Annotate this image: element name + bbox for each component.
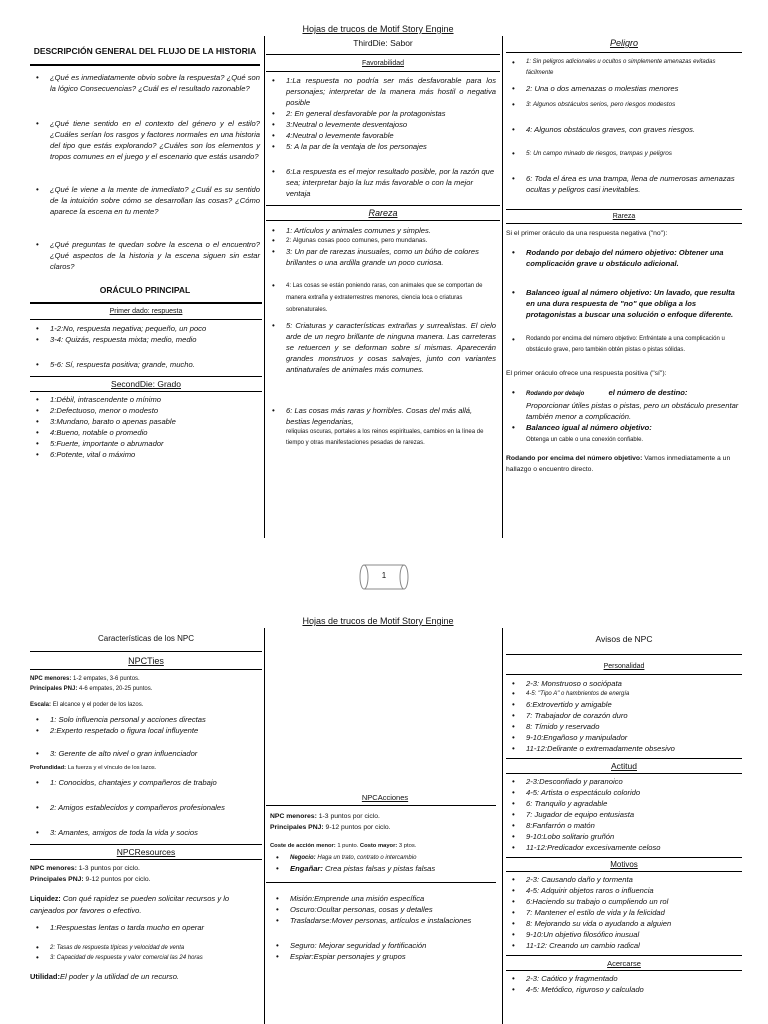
list-item: • Oscuro:Ocultar personas, cosas y detalles bbox=[270, 904, 500, 915]
list-item: • 1: Conocidos, chantajes y compañeros de trabajo bbox=[30, 777, 262, 788]
npc-resources-title: NPCResources bbox=[116, 847, 176, 857]
negative-intro: Si el primer oráculo da una respuesta negativa ("no"): bbox=[506, 230, 668, 237]
rarity6-extra: reliquias oscuras, portales a los reinos espirituales, cambios en la línea de tiempo y otras manifestaciones pesadas de rarezas. bbox=[286, 429, 484, 446]
divider bbox=[506, 857, 742, 858]
list-item: • Misión:Emprende una misión específica bbox=[270, 893, 500, 904]
scale-desc: Escala: El alcance y el poder de los lazos. bbox=[30, 702, 144, 708]
list-item: • 2: Una o dos amenazas o molestias menores bbox=[506, 83, 742, 94]
divider bbox=[506, 654, 742, 655]
npc-traits-title: Características de los NPC bbox=[97, 634, 195, 643]
page2-col3 bbox=[506, 634, 742, 995]
first-die-title: Primer dado: respuesta bbox=[109, 308, 183, 315]
divider bbox=[506, 970, 742, 971]
list-item: • 3: Algunos obstáculos serios, pero riesgos modestos bbox=[506, 100, 742, 110]
list-item: • 2:Defectuoso, menor o modesto bbox=[30, 405, 262, 416]
list-item: • 2-3: Causando daño y tormenta bbox=[506, 874, 742, 885]
list-item: • Seguro: Mejorar seguridad y fortificación bbox=[270, 940, 500, 951]
divider bbox=[30, 391, 262, 392]
divider bbox=[506, 758, 742, 759]
list-item: • 4: Las cosas se están poniendo raras, con animales que se comportan de manera extraña y extraterrestres menores, ciencia loca o criaturas sobrenaturales. bbox=[266, 280, 496, 316]
list-item bbox=[506, 387, 742, 422]
third-die-title: ThirdDie: Sabor bbox=[353, 38, 413, 48]
list-item: • Rodando por encima del número objetivo: Enfréntate a una complicación u obstáculo grave, pero también obtén pistas o pistas sólidas. bbox=[506, 334, 742, 356]
danger-title: Peligro bbox=[609, 38, 638, 48]
list-item: • 8:Fanfarrón o matón bbox=[506, 820, 742, 831]
list-item: • 6: Toda el área es una trampa, llena de numerosas amenazas ocultas y peligros casi inevitables. bbox=[506, 173, 742, 195]
list-item: • 2: En general desfavorable por la protagonistas bbox=[266, 108, 496, 119]
list-item: • 8: Tímido y reservado bbox=[506, 721, 742, 732]
list-item: • 9-10:Engañoso y manipulador bbox=[506, 732, 742, 743]
list-item: • 5: A la par de la ventaja de los personajes bbox=[266, 141, 496, 152]
column-divider bbox=[502, 628, 503, 1024]
list-item: • 1-2:No, respuesta negativa; pequeño, un poco bbox=[30, 323, 262, 334]
story-flow-title: DESCRIPCIÓN GENERAL DEL FLUJO DE LA HISTORIA bbox=[33, 46, 257, 56]
column-divider bbox=[264, 36, 265, 538]
act-major: Principales PNJ: 9-12 puntos por ciclo. bbox=[270, 824, 391, 831]
pos2-label: Balanceo igual al número objetivo: bbox=[526, 423, 652, 432]
list-item: • 2:Experto respetado o figura local influyente bbox=[30, 725, 262, 736]
divider bbox=[266, 71, 500, 72]
pos3 bbox=[506, 453, 742, 475]
list-item: • 2-3: Monstruoso o sociópata bbox=[506, 678, 742, 689]
divider bbox=[266, 220, 500, 221]
list-item: • 6:Extrovertido y amigable bbox=[506, 699, 742, 710]
list-item: • 5: Criaturas y características extrañas y surrealistas. El cielo arde de un negro brillante de ninguna manera. Las carreteras se retuercen y se deforman sobre sí mismas. Aparecerán grandes monstruos y cosas salvajes, junto con variantes antinaturales de animales más comunes. bbox=[266, 320, 496, 375]
list-item: • 4-5: Artista o espectáculo colorido bbox=[506, 787, 742, 798]
divider bbox=[266, 805, 496, 806]
page2-col2 bbox=[270, 793, 500, 962]
list-item: • Balanceo igual al número objetivo: Un lavado, que resulta en una dura respuesta de "no" que obliga a los protagonistas a buscar una solución o enfoque diferente. bbox=[506, 287, 742, 320]
list-item: • Engañar: Crea pistas falsas y pistas falsas bbox=[270, 863, 500, 874]
res-major: Principales PNJ: 9-12 puntos por ciclo. bbox=[30, 876, 151, 883]
npc-actions-title: NPCAcciones bbox=[361, 793, 409, 802]
list-item: • 1:La respuesta no podría ser más desfavorable para los personajes; interpretar de la manera más hostil o negativa posible bbox=[266, 75, 496, 108]
approach-title: Acercarse bbox=[607, 959, 641, 968]
depth-desc: Profundidad: La fuerza y el vínculo de los lazos. bbox=[30, 765, 157, 771]
divider bbox=[30, 302, 262, 304]
page-number: 1 bbox=[381, 571, 387, 580]
list-item: • 2: Tasas de respuesta típicas y velocidad de venta bbox=[30, 943, 262, 953]
page1-col1 bbox=[30, 46, 260, 272]
pos2-text: Obtenga un cable o una conexión confiable. bbox=[526, 437, 644, 443]
list-item: • 1: Sin peligros adicionales u ocultos o simplemente amenazas evitadas fácilmente bbox=[506, 57, 742, 79]
divider bbox=[506, 52, 742, 53]
motives-title: Motivos bbox=[610, 860, 638, 869]
list-item: • 9-10:Un objetivo filosófico inusual bbox=[506, 929, 742, 940]
positive-intro: El primer oráculo ofrece una respuesta positiva ("sí"): bbox=[506, 370, 667, 377]
list-item: • 7: Mantener el estilo de vida y la felicidad bbox=[506, 907, 742, 918]
personality-title: Personalidad bbox=[603, 663, 645, 670]
list-item: • 4:Neutral o levemente favorable bbox=[266, 130, 496, 141]
list-item: • 5-6: Sí, respuesta positiva; grande, mucho. bbox=[30, 359, 262, 370]
divider bbox=[30, 669, 262, 670]
list-item: • 2-3: Caótico y fragmentado bbox=[506, 973, 742, 984]
list-item: • 1:Débil, intrascendente o mínimo bbox=[30, 394, 262, 405]
liquidity-desc: Liquidez: Con qué rapidez se pueden solicitar recursos y lo canjeados por favores o efectivo. bbox=[30, 894, 230, 915]
rarity-title: Rareza bbox=[368, 208, 398, 218]
divider bbox=[506, 223, 742, 224]
divider bbox=[30, 376, 262, 377]
list-item: • ¿Qué es inmediatamente obvio sobre la respuesta? ¿Qué son la lógico Consecuencias? ¿Cuál es el resultado razonable? bbox=[30, 72, 260, 94]
res-minor: NPC menores: 1-3 puntos por ciclo. bbox=[30, 865, 140, 872]
list-item: • 5:Fuerte, importante o abrumador bbox=[30, 438, 262, 449]
list-item: • Negocio: Haga un trato, contrato o intercambio bbox=[270, 853, 500, 863]
divider bbox=[506, 955, 742, 956]
act-minor: NPC menores: 1-3 puntos por ciclo. bbox=[270, 813, 380, 820]
list-item: • 4-5: Adquirir objetos raros o influencia bbox=[506, 885, 742, 896]
list-item: • 6: Tranquilo y agradable bbox=[506, 798, 742, 809]
list-item: • 7: Trabajador de corazón duro bbox=[506, 710, 742, 721]
list-item: • 4-5: "Tipo A" o hambrientos de energía bbox=[506, 689, 742, 699]
list-item: • ¿Qué preguntas te quedan sobre la escena o el encuentro? ¿Qué aspectos de la historia y la escena siguen sin estar claros? bbox=[30, 239, 260, 272]
divider bbox=[266, 882, 496, 883]
utility-desc: Utilidad:El poder y la utilidad de un recurso. bbox=[30, 972, 180, 981]
list-item: • 6: Las cosas más raras y horribles. Cosas del más allá, bestias legendarias, bbox=[266, 405, 496, 427]
npc-prompts-title: Avisos de NPC bbox=[595, 634, 653, 644]
story-questions bbox=[30, 72, 260, 272]
list-item: • 8: Mejorando su vida o ayudando a alguien bbox=[506, 918, 742, 929]
list-item: • 3:Mundano, barato o apenas pasable bbox=[30, 416, 262, 427]
pos3-text: Vamos inmediatamente a un hallazgo o encuentro directo. bbox=[506, 455, 731, 473]
page2-header: Hojas de trucos de Motif Story Engine bbox=[302, 616, 454, 626]
page1-col2 bbox=[266, 38, 500, 449]
list-item: • 2-3:Desconfiado y paranoico bbox=[506, 776, 742, 787]
rarity-title-2: Rareza bbox=[612, 213, 636, 220]
list-item: • Espiar:Espiar personajes y grupos bbox=[270, 951, 500, 962]
list-item: • 4-5: Metódico, riguroso y calculado bbox=[506, 984, 742, 995]
list-item: • Rodando por debajo del número objetivo: Obtener una complicación grave u obstáculo adicional. bbox=[506, 247, 742, 269]
divider bbox=[266, 205, 500, 206]
list-item: • 2: Amigos establecidos y compañeros profesionales bbox=[30, 802, 262, 813]
list-item: • 3: Un par de rarezas inusuales, como un búho de colores brillantes o una ardilla grande un poco curiosa. bbox=[266, 246, 496, 268]
list-item: • Trasladarse:Mover personas, artículos e instalaciones bbox=[270, 915, 500, 926]
page1-header: Hojas de trucos de Motif Story Engine bbox=[302, 24, 454, 34]
divider bbox=[30, 859, 262, 860]
list-item: • 7: Jugador de equipo entusiasta bbox=[506, 809, 742, 820]
list-item: • 6:La respuesta es el mejor resultado posible, por la razón que sea; interpretar bajo la luz más favorable o con la mejor ventaja bbox=[266, 166, 496, 199]
list-item: • 4:Bueno, notable o promedio bbox=[30, 427, 262, 438]
pos3-label: Rodando por encima del número objetivo: bbox=[506, 455, 643, 462]
divider bbox=[506, 674, 742, 675]
list-item: • 11-12:Delirante o extremadamente obsesivo bbox=[506, 743, 742, 754]
list-item: • 2: Algunas cosas poco comunes, pero mundanas. bbox=[266, 236, 496, 246]
divider bbox=[30, 319, 262, 320]
page1-col3 bbox=[506, 38, 742, 475]
divider bbox=[266, 54, 500, 55]
list-item: • 3: Amantes, amigos de toda la vida y socios bbox=[30, 827, 262, 838]
page2-col1 bbox=[30, 634, 262, 982]
divider bbox=[506, 871, 742, 872]
action-costs: Coste de acción menor: 1 punto. Costo mayor: 3 ptos. bbox=[270, 843, 417, 849]
list-item: • 3:Neutral o levemente desventajoso bbox=[266, 119, 496, 130]
pos1-a: Rodando por debajo bbox=[526, 391, 585, 397]
pos1-c: Proporcionar útiles pistas o pistas, pero un obstáculo presentar también menor a complicación. bbox=[526, 401, 739, 421]
npc-ties-title: NPCTies bbox=[128, 656, 164, 666]
list-item: • 1: Artículos y animales comunes y simples. bbox=[266, 225, 496, 236]
list-item: • ¿Qué tiene sentido en el contexto del género y el estilo? ¿Cuáles serían los rasgos y factores normales en una historia del tipo que estás explorando? ¿Cuáles son los elementos y tropos comunes en el juego y el escenario que estás usando? bbox=[30, 118, 260, 162]
pos1-b: el número de destino: bbox=[608, 388, 688, 397]
ties-major: Principales PNJ: 4-6 empates, 20-25 puntos. bbox=[30, 686, 153, 692]
list-item: • 1: Solo influencia personal y acciones directas bbox=[30, 714, 262, 725]
list-item: • ¿Qué le viene a la mente de inmediato? ¿Cuál es su sentido de la intuición sobre cómo se desarrollan las cosas? ¿Cómo aparece la escena en tu mente? bbox=[30, 184, 260, 217]
list-item: • 6:Potente, vital o máximo bbox=[30, 449, 262, 460]
divider bbox=[506, 773, 742, 774]
list-item: • 6:Haciendo su trabajo o cumpliendo un rol bbox=[506, 896, 742, 907]
column-divider bbox=[264, 628, 265, 1024]
divider bbox=[30, 651, 262, 652]
list-item bbox=[506, 422, 742, 445]
page-number-scroll bbox=[358, 560, 410, 594]
list-item: • 3: Gerente de alto nivel o gran influenciador bbox=[30, 748, 262, 759]
list-item: • 11-12: Creando un cambio radical bbox=[506, 940, 742, 951]
first-die-section bbox=[30, 308, 262, 460]
second-die-title: SecondDie: Grado bbox=[111, 379, 181, 389]
list-item: • 3: Capacidad de respuesta y valor comercial las 24 horas bbox=[30, 953, 262, 963]
favorability-title: Favorabilidad bbox=[361, 60, 405, 67]
attitude-title: Actitud bbox=[611, 761, 637, 771]
divider bbox=[30, 64, 260, 66]
list-item: • 11-12:Predicador excesivamente celoso bbox=[506, 842, 742, 853]
divider bbox=[506, 209, 742, 210]
list-item: • 1:Respuestas lentas o tarda mucho en operar bbox=[30, 922, 262, 933]
list-item: • 4: Algunos obstáculos graves, con graves riesgos. bbox=[506, 124, 742, 135]
main-oracle-title: ORÁCULO PRINCIPAL bbox=[99, 285, 191, 295]
column-divider bbox=[502, 36, 503, 538]
ties-minor: NPC menores: 1-2 empates, 3-6 puntos. bbox=[30, 676, 140, 682]
list-item: • 3-4: Quizás, respuesta mixta; medio, medio bbox=[30, 334, 262, 345]
list-item: • 9-10:Lobo solitario gruñón bbox=[506, 831, 742, 842]
list-item: • 5: Un campo minado de riesgos, trampas y peligros bbox=[506, 149, 742, 159]
divider bbox=[30, 844, 262, 845]
